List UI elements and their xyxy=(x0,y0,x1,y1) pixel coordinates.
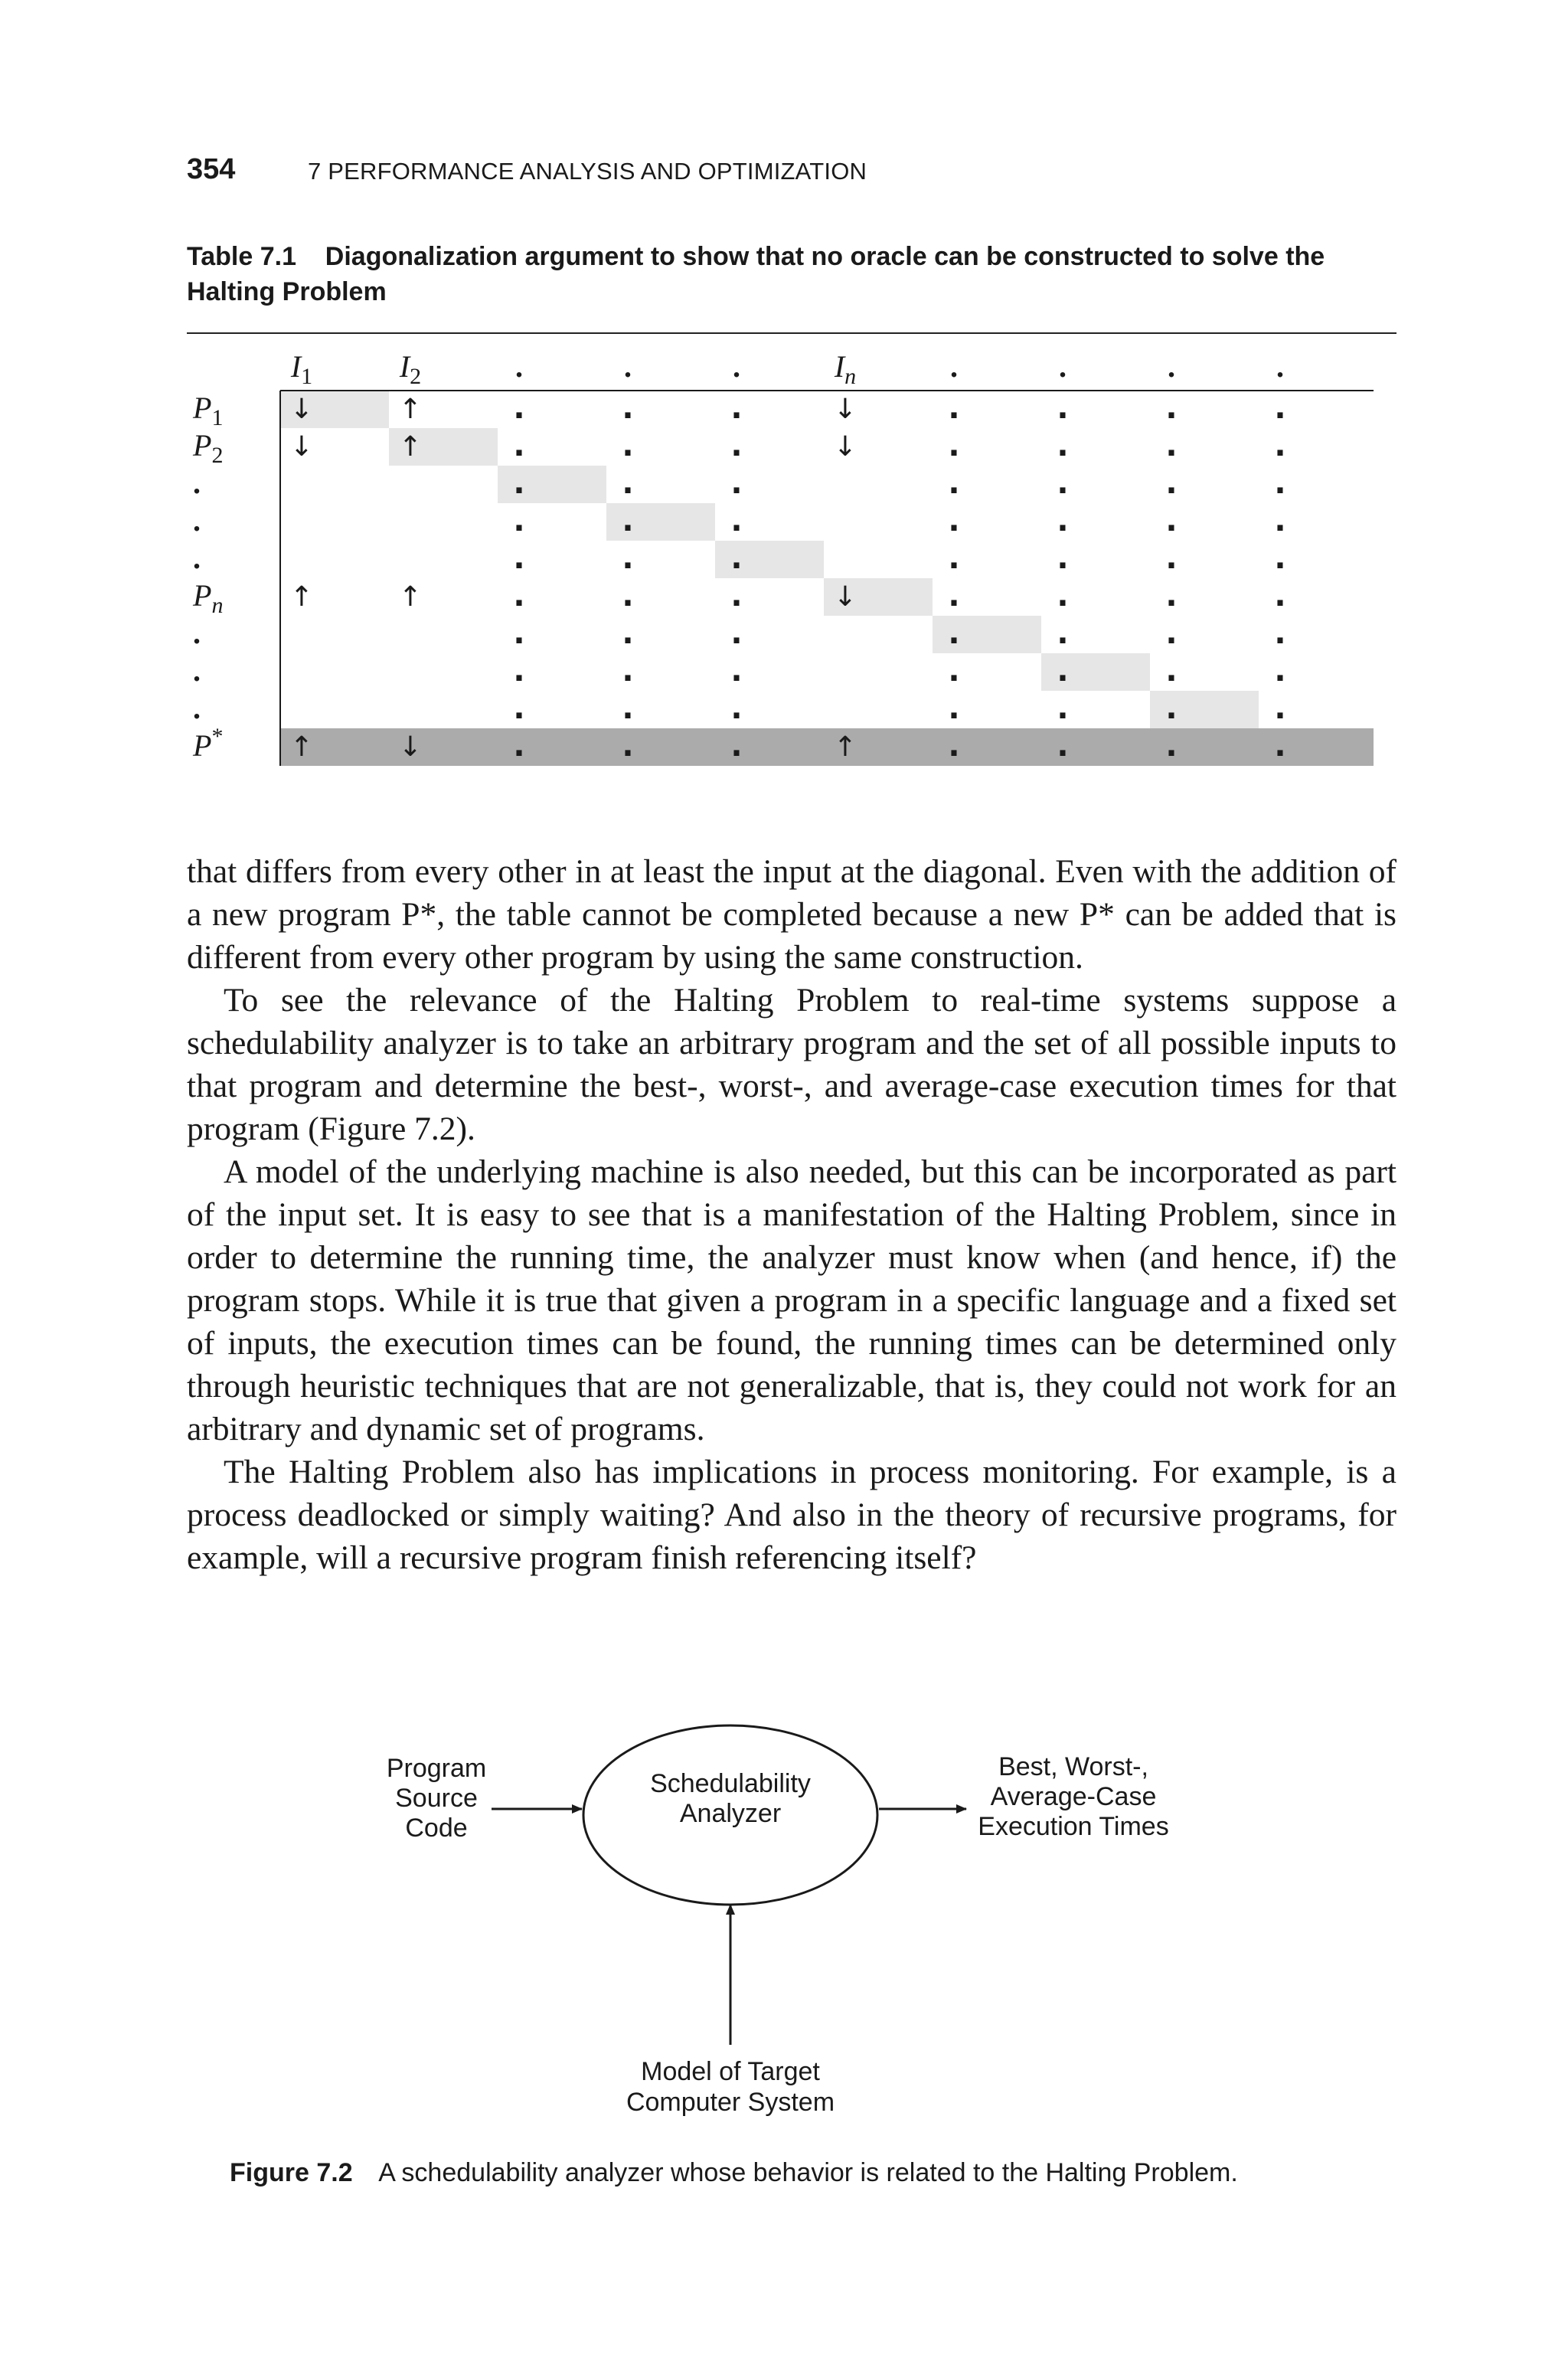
paragraph: that differs from every other in at least the input at the diagonal. Even with the addition of a new program P*, the table cannot be completed because a new P* can be added that is different from every other program by using the same construction. xyxy=(187,853,1396,976)
table-cell-dot: . xyxy=(730,728,743,764)
table-cell-dot: . xyxy=(1165,653,1178,688)
table-cell-dot: . xyxy=(1274,578,1286,613)
table-caption-label: Table 7.1 xyxy=(187,242,296,271)
table-cell-dot: . xyxy=(1165,503,1178,538)
table-cell-arrow: ↓ xyxy=(833,581,858,613)
table-cell-dot: . xyxy=(1274,541,1286,576)
table-cell-dot: . xyxy=(513,391,525,426)
table-cell-dot: . xyxy=(513,728,525,764)
analyzer-label: Analyzer xyxy=(679,1799,782,1828)
table-cell-dot: . xyxy=(1274,653,1286,688)
table-cell-dot: . xyxy=(622,616,634,651)
row-label: . xyxy=(193,503,201,538)
table-cell-arrow: ↓ xyxy=(398,731,423,763)
table-cell-dot: . xyxy=(948,728,960,764)
column-header: . xyxy=(1059,349,1067,384)
table-cell-dot: . xyxy=(948,616,960,651)
column-header: . xyxy=(1168,349,1175,384)
table-cell-dot: . xyxy=(948,466,960,501)
paragraph: To see the relevance of the Halting Problem to real-time systems suppose a schedulability analyzer is to take an arbitrary program and the set of all possible inputs to that program and determine the best-, worst-, and average-case execution times for that program (Figure 7.2). xyxy=(187,982,1396,1147)
table-cell-dot: . xyxy=(1057,691,1069,726)
table-cell-dot: . xyxy=(622,541,634,576)
table-cell-dot: . xyxy=(1165,391,1178,426)
input-label: Program xyxy=(386,1754,487,1783)
table-cell-arrow: ↓ xyxy=(289,394,314,425)
table-cell-dot: . xyxy=(513,653,525,688)
paragraph: The Halting Problem also has implications in process monitoring. For example, is a process deadlocked or simply waiting? And also in the theory of recursive programs, for example, will a recursive program finish referencing itself? xyxy=(187,1454,1396,1576)
table-cell-dot: . xyxy=(730,503,743,538)
table-cell-dot: . xyxy=(730,578,743,613)
table-cell-dot: . xyxy=(1165,728,1178,764)
model-label: Model of Target xyxy=(641,2057,820,2086)
table-cell-dot: . xyxy=(730,691,743,726)
table-cell-dot: . xyxy=(1057,503,1069,538)
column-header: . xyxy=(515,349,523,384)
table-cell-dot: . xyxy=(1274,616,1286,651)
table-cell-dot: . xyxy=(513,466,525,501)
table-cell-dot: . xyxy=(948,691,960,726)
table-cell-arrow: ↓ xyxy=(833,431,858,463)
column-header: . xyxy=(624,349,632,384)
table-cell-dot: . xyxy=(948,653,960,688)
paragraph: A model of the underlying machine is also needed, but this can be incorporated as part of the input set. It is easy to see that is a manifestation of the Halting Problem, since in order to determine the running time, the analyzer must know when (and hence, if) the program stops. While it is true that given a program in a specific language and a fixed set of inputs, the execution times can be found, the running times can be determined only through heuristic techniques that are not generalizable, that is, they could not work for an arbitrary and dynamic set of programs. xyxy=(187,1153,1396,1447)
table-cell-dot: . xyxy=(622,428,634,463)
table-cell-dot: . xyxy=(513,503,525,538)
column-header: . xyxy=(733,349,740,384)
table-cell-arrow: ↑ xyxy=(289,731,314,763)
table-cell-dot: . xyxy=(1057,428,1069,463)
row-label: $P_1$ xyxy=(193,391,224,430)
table-cell-dot: . xyxy=(622,466,634,501)
column-header: . xyxy=(1276,349,1284,384)
table-cell-dot: . xyxy=(1274,503,1286,538)
table-cell-dot: . xyxy=(1165,691,1178,726)
table-cell-dot: . xyxy=(1274,691,1286,726)
table-cell-arrow: ↑ xyxy=(833,731,858,763)
table-cell-arrow: ↑ xyxy=(398,394,423,425)
table-cell-dot: . xyxy=(1165,578,1178,613)
column-header: . xyxy=(950,349,958,384)
table-cell-dot: . xyxy=(622,653,634,688)
table-cell-dot: . xyxy=(730,466,743,501)
column-header: $I_1$ xyxy=(290,349,313,389)
table-cell-dot: . xyxy=(1274,728,1286,764)
table-cell-dot: . xyxy=(1057,653,1069,688)
input-label: Source xyxy=(395,1784,478,1813)
model-label: Computer System xyxy=(626,2088,835,2117)
input-label: Code xyxy=(405,1814,468,1843)
table-cell-dot: . xyxy=(1057,391,1069,426)
row-label: $P_n$ xyxy=(193,578,224,618)
table-cell-arrow: ↓ xyxy=(833,394,858,425)
table-cell-dot: . xyxy=(1165,466,1178,501)
row-label: . xyxy=(193,616,201,650)
row-label: P* xyxy=(193,724,224,763)
row-label: . xyxy=(193,541,201,575)
figure-caption-text: A schedulability analyzer whose behavior is related to the Halting Problem. xyxy=(378,2158,1238,2187)
column-header: $I_n$ xyxy=(834,349,857,389)
table-cell-arrow: ↑ xyxy=(398,431,423,463)
table-cell-dot: . xyxy=(730,653,743,688)
table-cell-dot: . xyxy=(1165,616,1178,651)
table-cell-dot: . xyxy=(1057,728,1069,764)
table-cell-dot: . xyxy=(513,428,525,463)
analyzer-label: Schedulability xyxy=(650,1769,811,1798)
table-cell-dot: . xyxy=(513,616,525,651)
table-cell-dot: . xyxy=(730,541,743,576)
table-cell-dot: . xyxy=(1165,428,1178,463)
table-cell-dot: . xyxy=(730,391,743,426)
row-label: . xyxy=(193,653,201,688)
table-cell-dot: . xyxy=(513,691,525,726)
table-cell-dot: . xyxy=(1274,466,1286,501)
output-label: Execution Times xyxy=(978,1812,1169,1841)
table-cell-dot: . xyxy=(1057,541,1069,576)
output-label: Average-Case xyxy=(990,1782,1157,1811)
table-cell-arrow: ↑ xyxy=(289,581,314,613)
table-cell-dot: . xyxy=(948,428,960,463)
table-cell-arrow: ↓ xyxy=(289,431,314,463)
figure-caption xyxy=(230,2158,1455,2188)
table-cell-dot: . xyxy=(1057,466,1069,501)
table-cell-dot: . xyxy=(948,541,960,576)
table-cell-dot: . xyxy=(622,503,634,538)
table-cell-arrow: ↑ xyxy=(398,581,423,613)
table-cell-dot: . xyxy=(1057,578,1069,613)
table-cell-dot: . xyxy=(622,391,634,426)
running-head: 7 PERFORMANCE ANALYSIS AND OPTIMIZATION xyxy=(308,158,867,185)
table-cell-dot: . xyxy=(513,578,525,613)
table-cell-dot: . xyxy=(513,541,525,576)
table-cell-dot: . xyxy=(622,691,634,726)
table-cell-dot: . xyxy=(622,728,634,764)
row-label: . xyxy=(193,691,201,725)
table-cell-dot: . xyxy=(1274,391,1286,426)
output-label: Best, Worst-, xyxy=(998,1752,1148,1781)
table-caption-text: Diagonalization argument to show that no oracle can be constructed to solve the Halting Problem xyxy=(187,242,1325,306)
table-cell-dot: . xyxy=(948,503,960,538)
table-cell-dot: . xyxy=(1274,428,1286,463)
table-cell-dot: . xyxy=(1057,616,1069,651)
row-label: . xyxy=(193,466,201,500)
page-number: 354 xyxy=(187,153,236,185)
column-header: $I_2$ xyxy=(399,349,422,389)
figure-caption-label: Figure 7.2 xyxy=(230,2158,353,2187)
table-cell-dot: . xyxy=(948,578,960,613)
table-cell-dot: . xyxy=(948,391,960,426)
table-cell-dot: . xyxy=(1165,541,1178,576)
table-cell-dot: . xyxy=(730,616,743,651)
table-cell-dot: . xyxy=(622,578,634,613)
table-cell-dot: . xyxy=(730,428,743,463)
row-label: $P_2$ xyxy=(193,428,224,468)
